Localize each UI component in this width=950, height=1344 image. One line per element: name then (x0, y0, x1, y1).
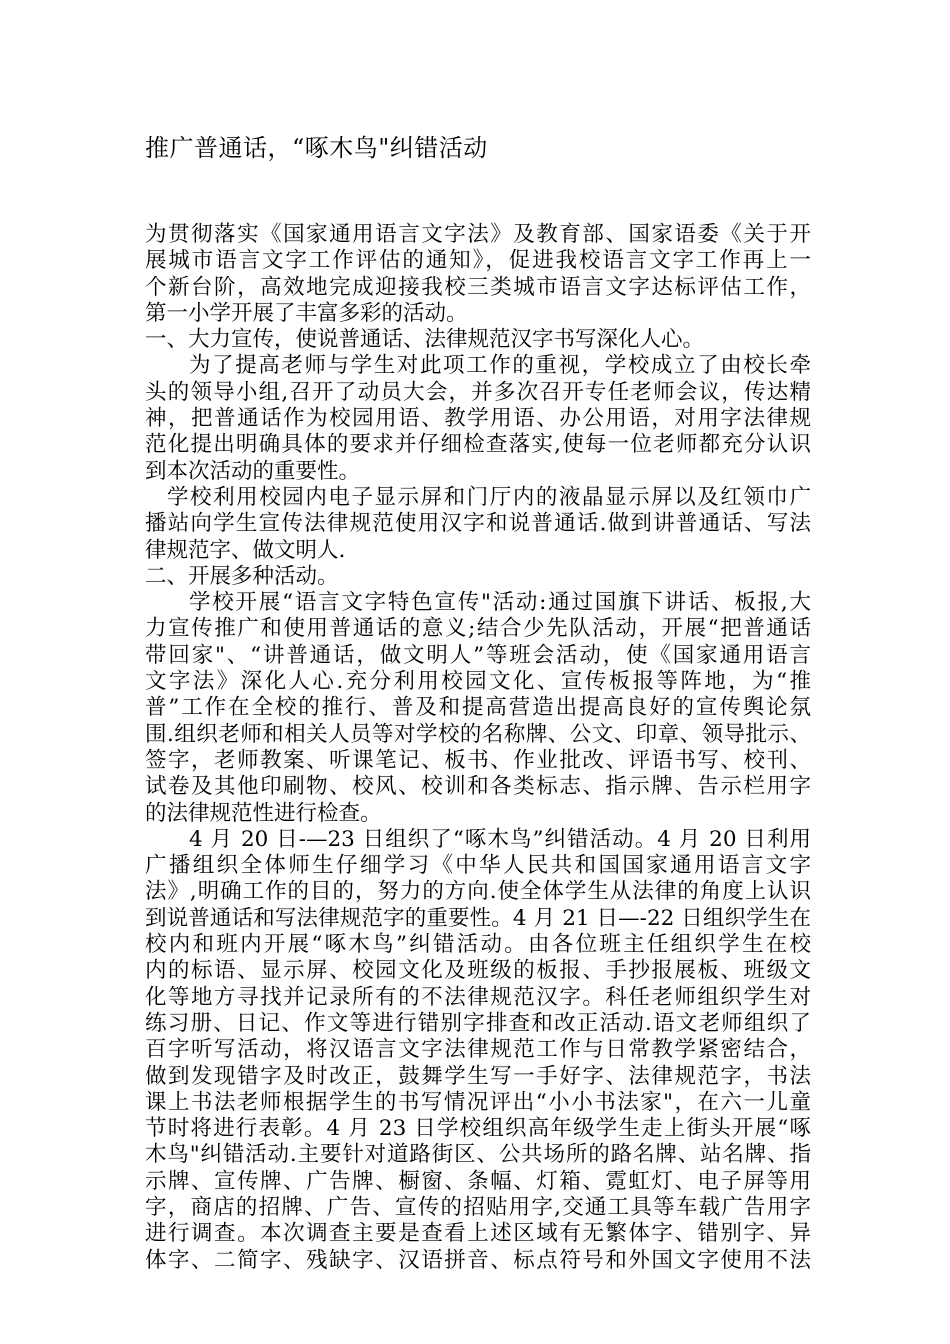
paragraph-line: 围.组织老师和相关人员等对学校的名称牌、公文、印章、领导批示、 (145, 721, 811, 747)
paragraph-line: 练习册、日记、作文等进行错别字排查和改正活动.语文老师组织了 (145, 1010, 811, 1036)
paragraph-line: 示牌、宣传牌、广告牌、橱窗、条幅、灯箱、霓虹灯、电子屏等用 (145, 1168, 811, 1194)
paragraph-line: 进行调查。本次调查主要是查看上述区域有无繁体字、错别字、异 (145, 1221, 811, 1247)
document-title: 推广普通话，“啄木鸟"纠错活动 (145, 134, 488, 162)
document-body (145, 222, 811, 1274)
paragraph-line: 文字法》深化人心.充分利用校园文化、宣传板报等阵地，为“推 (145, 669, 811, 695)
paragraph-line: 播站向学生宣传法律规范使用汉字和说普通话.做到讲普通话、写法 (145, 511, 811, 537)
paragraph-line: 个新台阶，高效地完成迎接我校三类城市语言文字达标评估工作， (145, 274, 811, 300)
paragraph-line: 木鸟"纠错活动.主要针对道路街区、公共场所的路名牌、站名牌、指 (145, 1142, 811, 1168)
paragraph-line: 广播组织全体师生仔细学习《中华人民共和国国家通用语言文字 (145, 853, 811, 879)
paragraph-line: 力宣传推广和使用普通话的意义;结合少先队活动，开展“把普通话 (145, 616, 811, 642)
paragraph-line: 百字听写活动，将汉语言文字法律规范工作与日常教学紧密结合， (145, 1037, 811, 1063)
paragraph-line: 体字、二简字、残缺字、汉语拼音、标点符号和外国文字使用不法 (145, 1247, 811, 1273)
paragraph-line: 做到发现错字及时改正，鼓舞学生写一手好字、法律规范字，书法 (145, 1063, 811, 1089)
paragraph-line: 4 月 20 日-—23 日组织了“啄木鸟”纠错活动。4 月 20 日利用 (189, 826, 811, 852)
paragraph-line: 范化提出明确具体的要求并仔细检查落实,使每一位老师都充分认识 (145, 432, 811, 458)
paragraph-line: 第一小学开展了丰富多彩的活动。 (145, 300, 468, 326)
paragraph-line: 学校开展“语言文字特色宣传"活动:通过国旗下讲话、板报,大 (189, 590, 811, 616)
paragraph-line: 课上书法老师根据学生的书写情况评出“小小书法家"，在六一儿童 (145, 1089, 811, 1115)
paragraph-line: 展城市语言文字工作评估的通知》，促进我校语言文字工作再上一 (145, 248, 811, 274)
paragraph-line: 神，把普通话作为校园用语、教学用语、办公用语，对用字法律规 (145, 406, 811, 432)
paragraph-line: 律规范字、做文明人. (145, 537, 346, 563)
paragraph-line: 到说普通话和写法律规范字的重要性。4 月 21 日—-22 日组织学生在 (145, 905, 811, 931)
paragraph-line: 为贯彻落实《国家通用语言文字法》及教育部、国家语委《关于开 (145, 222, 811, 247)
paragraph-line: 的法律规范性进行检查。 (145, 800, 382, 826)
paragraph-line: 学校利用校园内电子显示屏和门厅内的液晶显示屏以及红领巾广 (167, 484, 811, 510)
paragraph-line: 普”工作在全校的推行、普及和提高营造出提高良好的宣传舆论氛 (145, 695, 811, 721)
paragraph-line: 字，商店的招牌、广告、宣传的招贴用字,交通工具等车载广告用字 (145, 1194, 811, 1220)
paragraph-line: 到本次活动的重要性。 (145, 458, 361, 484)
paragraph-line: 签字，老师教案、听课笔记、板书、作业批改、评语书写、校刊、 (145, 747, 811, 773)
paragraph-line: 内的标语、显示屏、校园文化及班级的板报、手抄报展板、班级文 (145, 958, 811, 984)
paragraph-line: 试卷及其他印刷物、校风、校训和各类标志、指示牌、告示栏用字 (145, 774, 811, 800)
paragraph-line: 二、开展多种活动。 (145, 563, 339, 589)
paragraph-line: 一、大力宣传，使说普通话、法律规范汉字书写深化人心。 (145, 327, 705, 353)
paragraph-line: 校内和班内开展“啄木鸟”纠错活动。由各位班主任组织学生在校 (145, 932, 811, 958)
paragraph-line: 头的领导小组,召开了动员大会，并多次召开专任老师会议，传达精 (145, 379, 811, 405)
paragraph-line: 化等地方寻找并记录所有的不法律规范汉字。科任老师组织学生对 (145, 984, 811, 1010)
paragraph-line: 节时将进行表彰。4 月 23 日学校组织高年级学生走上街头开展“啄 (145, 1116, 811, 1142)
paragraph-line: 带回家"、“讲普通话，做文明人”等班会活动，使《国家通用语言 (145, 642, 811, 668)
paragraph-line: 为了提高老师与学生对此项工作的重视，学校成立了由校长牵 (189, 353, 811, 379)
paragraph-line: 法》,明确工作的目的，努力的方向.使全体学生从法律的角度上认识 (145, 879, 811, 905)
